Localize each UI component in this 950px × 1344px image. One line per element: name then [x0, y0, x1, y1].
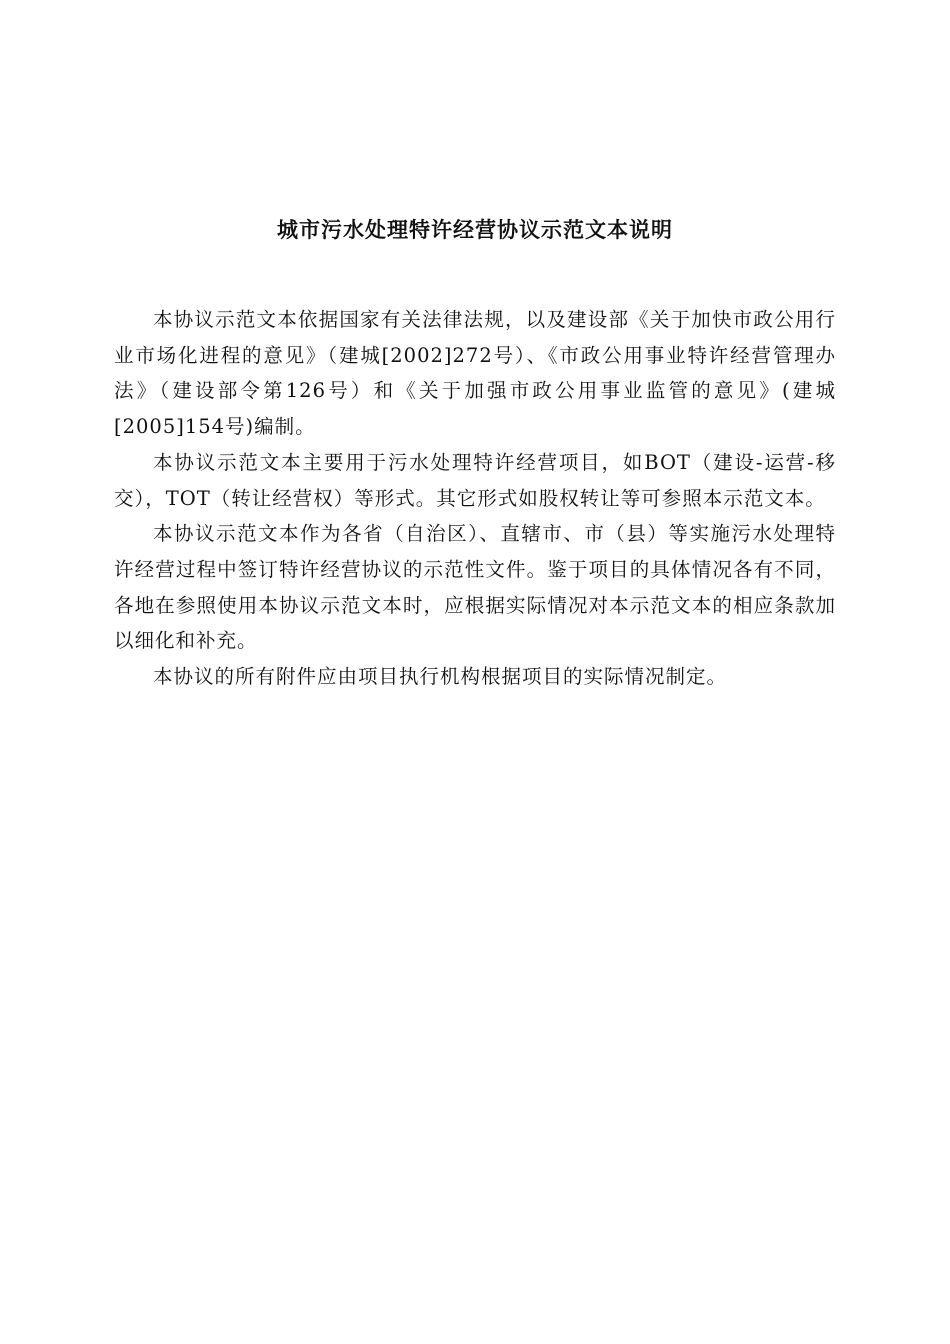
paragraph-scope: 本协议示范文本主要用于污水处理特许经营项目，如BOT（建设-运营-移交），TOT（转让经营权）等形式。其它形式如股权转让等可参照本示范文本。 [114, 450, 836, 510]
paragraph-basis: 本协议示范文本依据国家有关法律法规，以及建设部《关于加快市政公用行业市场化进程的意见》（建城[2002]272号）、《市政公用事业特许经营管理办法》（建设部令第126号）和《关于加强市政公用事业监管的意见》(建城[2005]154号)编制。 [114, 308, 836, 439]
paragraph-usage: 本协议示范文本作为各省（自治区）、直辖市、市（县）等实施污水处理特许经营过程中签订特许经营协议的示范性文件。鉴于项目的具体情况各有不同，各地在参照使用本协议示范文本时，应根据实际情况对本示范文本的相应条款加以细化和补充。 [114, 522, 836, 653]
document-body [114, 302, 836, 695]
document-title: 城市污水处理特许经营协议示范文本说明 [277, 218, 673, 242]
paragraph-attachments: 本协议的所有附件应由项目执行机构根据项目的实际情况制定。 [153, 665, 728, 689]
